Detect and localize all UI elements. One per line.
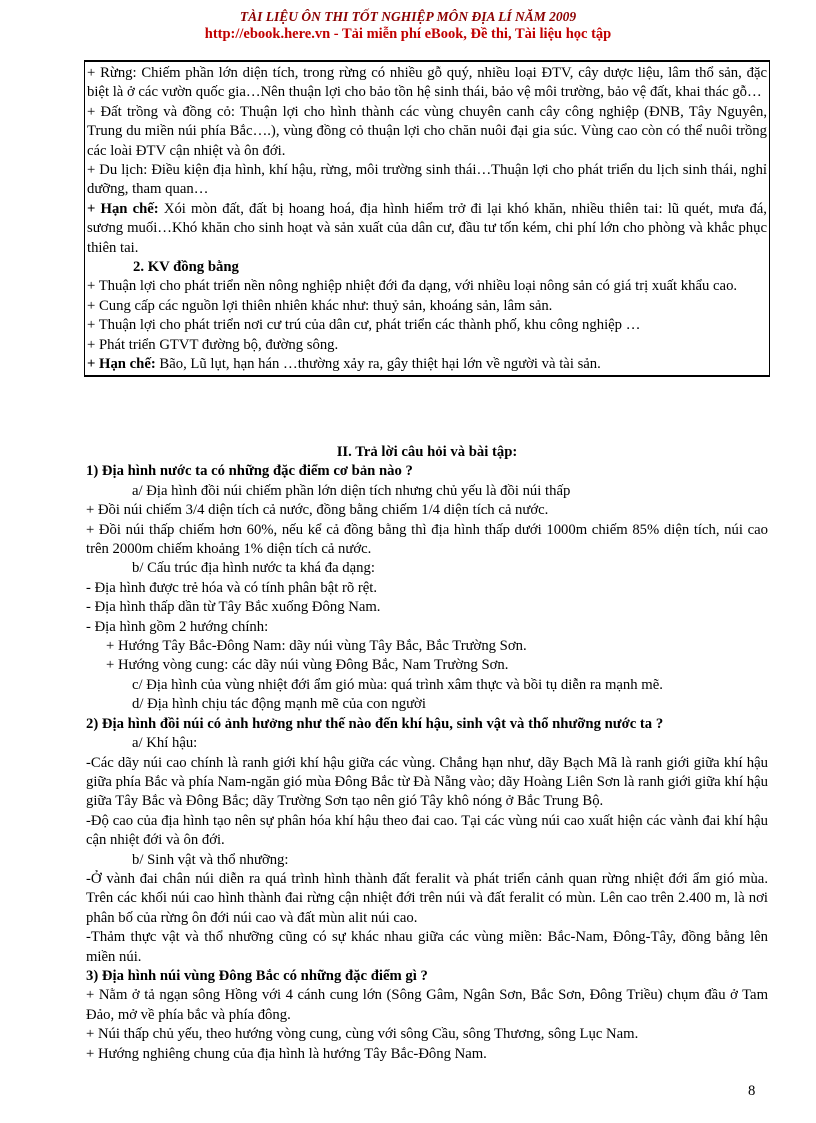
q3-item-2: + Núi thấp chủ yếu, theo hướng vòng cung, cùng với sông Cầu, sông Thương, sông Lục Nam.: [86, 1026, 639, 1043]
q2-b-item-2: -Thảm thực vật và thổ nhưỡng cũng có sự khác nhau giữa các vùng miền: Bắc-Nam, Đông-Tây, đồng bằng lên miền núi.: [86, 929, 768, 965]
q3-item-3: + Hướng nghiêng chung của địa hình là hướng Tây Bắc-Đông Nam.: [86, 1045, 487, 1062]
q1-b-item-3: - Địa hình gồm 2 hướng chính:: [86, 618, 269, 635]
paragraph-settlement: + Thuận lợi cho phát triển nơi cư trú của dân cư, phát triển các thành phố, khu công nghiệp …: [87, 317, 641, 334]
paragraph-limitations: [87, 200, 767, 258]
limitations-label: + Hạn chế:: [87, 200, 159, 217]
q2-a-item-2: -Độ cao của địa hình tạo nên sự phân hóa khí hậu theo đai cao. Tại các vùng núi cao xuất hiện các vành đai khí hậu cận nhiệt đới và ôn đới.: [86, 812, 768, 849]
question-2: 2) Địa hình đồi núi có ảnh hưởng như thế nào đến khí hậu, sinh vật và thổ nhưỡng nước ta ?: [86, 715, 664, 732]
q1-a-item-1: + Đồi núi chiếm 3/4 diện tích cả nước, đồng bằng chiếm 1/4 diện tích cả nước.: [86, 502, 549, 519]
plains-limitations-text: Bão, Lũ lụt, hạn hán …thường xảy ra, gây thiệt hại lớn về người và tài sản.: [155, 356, 601, 373]
paragraph-plains-limitations: [87, 355, 767, 374]
header-separator: -: [330, 26, 342, 42]
qa-section: [86, 443, 768, 1064]
section-title: II. Trả lời câu hỏi và bài tập:: [336, 444, 518, 460]
paragraph-forest: + Rừng: Chiếm phần lớn diện tích, trong rừng có nhiều gỗ quý, nhiều loại ĐTV, cây dược liệu, lâm thổ sản, đặc biệt là ở các vườn quốc gia…Nên thuận lợi cho bảo tồn hệ sinh thái, bảo vệ môi trường, bảo vệ đất, khai thác gỗ…: [87, 65, 767, 101]
paragraph-tourism: + Du lịch: Điều kiện địa hình, khí hậu, rừng, môi trường sinh thái…Thuận lợi cho phát triển du lịch sinh thái, nghỉ dưỡng, tham quan…: [87, 162, 767, 198]
q2-part-b: b/ Sinh vật và thổ nhưỡng:: [132, 851, 289, 868]
subheading-plains: 2. KV đồng bằng: [133, 259, 239, 276]
content-box: [84, 60, 770, 377]
q1-part-c: c/ Địa hình của vùng nhiệt đới ẩm gió mùa: quá trình xâm thực và bồi tụ diễn ra mạnh mẽ.: [132, 676, 663, 693]
question-3: 3) Địa hình núi vùng Đông Bắc có những đặc điểm gì ?: [86, 967, 428, 984]
paragraph-agriculture: + Thuận lợi cho phát triển nền nông nghiệp nhiệt đới đa dạng, với nhiều loại nông sản có giá trị xuất khẩu cao.: [87, 278, 738, 295]
question-1: 1) Địa hình nước ta có những đặc điểm cơ bản nào ?: [86, 463, 413, 480]
header-tagline: Tải miễn phí eBook, Đề thi, Tài liệu học tập: [342, 26, 612, 42]
q1-b-item-3b: + Hướng vòng cung: các dãy núi vùng Đông Bắc, Nam Trường Sơn.: [106, 657, 509, 674]
q1-a-item-2: + Đồi núi thấp chiếm hơn 60%, nếu kể cả đồng bằng thì địa hình thấp dưới 1000m chiếm 85% diện tích, núi cao trên 2000m chiếm khoảng 1% diện tích cả nước.: [86, 521, 768, 558]
q1-part-b: b/ Cấu trúc địa hình nước ta khá đa dạng:: [132, 560, 375, 577]
q3-item-1: + Nằm ở tả ngạn sông Hồng với 4 cánh cung lớn (Sông Gâm, Ngân Sơn, Bắc Sơn, Đông Triều) chụm đầu ở Tam Đảo, mở về phía bắc và phía đông.: [86, 987, 768, 1023]
q2-part-a: a/ Khí hậu:: [132, 735, 198, 752]
q1-b-item-2: - Địa hình thấp dần từ Tây Bắc xuống Đông Nam.: [86, 599, 381, 616]
q1-b-item-1: - Địa hình được trẻ hóa và có tính phân bật rõ rệt.: [86, 579, 378, 596]
paragraph-land: + Đất trồng và đồng cỏ: Thuận lợi cho hình thành các vùng chuyên canh cây công nghiệp (ĐNB, Tây Nguyên, Trung du miền núi phía Bắc….), vùng đồng cỏ thuận lợi cho chăn nuôi đại gia súc. Vùng cao còn có thể nuôi trồng các loài ĐTV cận nhiệt và ôn đới.: [87, 103, 767, 159]
page-number: 8: [748, 1083, 756, 1099]
q2-a-item-1: -Các dãy núi cao chính là ranh giới khí hậu giữa các vùng. Chẳng hạn như, dãy Bạch Mã là ranh giới giữa khí hậu giữa phía Bắc và phía Nam-ngăn gió mùa Đông Bắc từ Đà Nẵng vào; dãy Hoàng Liên Sơn là ranh giới giữa khí hậu giữa Tây Bắc và Đông Bắc; dãy Trường Sơn tạo nên gió Tây khô nóng ở Bắc Trung Bộ.: [86, 754, 768, 810]
ebook-link[interactable]: http://ebook.here.vn: [204, 26, 331, 42]
document-title: TÀI LIỆU ÔN THI TỐT NGHIỆP MÔN ĐỊA LÍ NĂM 2009: [239, 9, 577, 24]
plains-limitations-label: + Hạn chế:: [87, 356, 156, 373]
q1-part-d: d/ Địa hình chịu tác động mạnh mẽ của con người: [132, 696, 426, 713]
paragraph-resources: + Cung cấp các nguồn lợi thiên nhiên khác như: thuỷ sản, khoáng sản, lâm sản.: [87, 297, 553, 314]
q1-part-a: a/ Địa hình đồi núi chiếm phần lớn diện tích nhưng chủ yếu là đồi núi thấp: [132, 482, 571, 499]
q1-b-item-3a: + Hướng Tây Bắc-Đông Nam: dãy núi vùng Tây Bắc, Bắc Trường Sơn.: [106, 638, 527, 655]
header-links: [0, 25, 816, 44]
page-header: [0, 8, 816, 44]
paragraph-transport: + Phát triển GTVT đường bộ, đường sông.: [87, 336, 339, 353]
q2-b-item-1: -Ở vành đai chân núi diễn ra quá trình hình thành đất feralit và phát triển cảnh quan rừng nhiệt đới ẩm gió mùa. Trên các khối núi cao hình thành đai rừng cận nhiệt đới trên núi và đất feralit có mùn. Lên cao trên 2.400 m, là nơi phân bố của rừng ôn đới núi cao và đất mùn alit núi cao.: [86, 870, 768, 926]
limitations-text: Xói mòn đất, đất bị hoang hoá, địa hình hiểm trở đi lại khó khăn, nhiều thiên tai: lũ quét, mưa đá, sương muối…Khó khăn cho sinh hoạt và sản xuất của dân cư, đầu tư tốn kém, chi phí lớn cho phòng và khắc phục thiên tai.: [87, 200, 767, 256]
